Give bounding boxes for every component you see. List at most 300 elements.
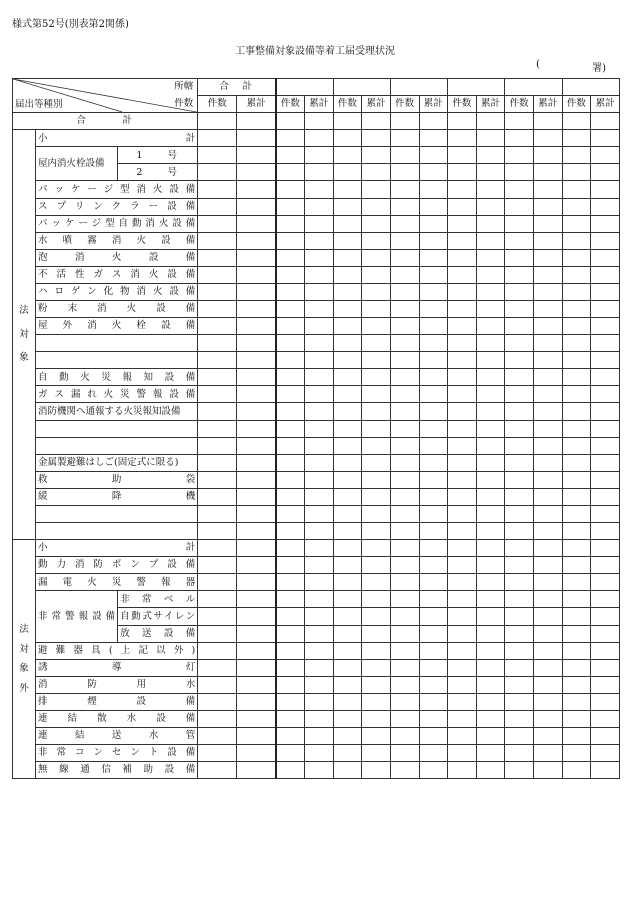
- legal-subtotal-g1-count-cell[interactable]: [276, 130, 305, 147]
- legal-blank-3-g6-cumulative-cell[interactable]: [591, 420, 620, 437]
- legal-row-5-g3-cumulative-cell[interactable]: [419, 249, 448, 266]
- legal-alarm-row-3-g2-count-cell[interactable]: [333, 403, 362, 420]
- legal-blank-4-g4-count-cell[interactable]: [448, 437, 477, 454]
- nonlegal-row-b-4-g4-cumulative-cell[interactable]: [476, 693, 505, 710]
- legal-row-4-total-cumulative-cell[interactable]: [237, 232, 276, 249]
- legal-blank-2-total-cumulative-cell[interactable]: [237, 352, 276, 369]
- legal-row-5-g2-count-cell[interactable]: [333, 249, 362, 266]
- legal-row-9-g5-cumulative-cell[interactable]: [534, 318, 563, 335]
- legal-row-4-total-count-cell[interactable]: [198, 232, 237, 249]
- legal-blank-2-g3-cumulative-cell[interactable]: [419, 352, 448, 369]
- nonlegal-row-b-5-g1-cumulative-cell[interactable]: [305, 710, 334, 727]
- legal-escape-row-3-total-cumulative-cell[interactable]: [237, 488, 276, 505]
- nonlegal-row-b-2-total-cumulative-cell[interactable]: [237, 659, 276, 676]
- legal-row-2-g3-count-cell[interactable]: [390, 198, 419, 215]
- legal-escape-row-1-g3-cumulative-cell[interactable]: [419, 454, 448, 471]
- emergency-sub-2-g6-cumulative-cell[interactable]: [591, 608, 620, 625]
- nonlegal-row-b-1-total-cumulative-cell[interactable]: [237, 642, 276, 659]
- legal-escape-row-3-g4-cumulative-cell[interactable]: [476, 488, 505, 505]
- legal-row-5-total-count-cell[interactable]: [198, 249, 237, 266]
- legal-row-6-g5-cumulative-cell[interactable]: [534, 266, 563, 283]
- legal-blank-6-total-count-cell[interactable]: [198, 523, 237, 540]
- legal-blank-5-total-count-cell[interactable]: [198, 505, 237, 522]
- emergency-sub-3-g6-count-cell[interactable]: [562, 625, 591, 642]
- emergency-sub-1-g3-count-cell[interactable]: [390, 591, 419, 608]
- legal-alarm-row-2-g5-cumulative-cell[interactable]: [534, 386, 563, 403]
- legal-row-7-g2-count-cell[interactable]: [333, 283, 362, 300]
- legal-subtotal-total-count-cell[interactable]: [198, 130, 237, 147]
- hydrant1-g6-count-cell[interactable]: [562, 147, 591, 164]
- legal-row-3-g2-cumulative-cell[interactable]: [362, 215, 391, 232]
- legal-alarm-row-2-g2-cumulative-cell[interactable]: [362, 386, 391, 403]
- nonlegal-row-b-3-g3-count-cell[interactable]: [390, 676, 419, 693]
- legal-row-3-g4-cumulative-cell[interactable]: [476, 215, 505, 232]
- nonlegal-row-b-4-total-cumulative-cell[interactable]: [237, 693, 276, 710]
- legal-row-2-g3-cumulative-cell[interactable]: [419, 198, 448, 215]
- legal-row-3-g4-count-cell[interactable]: [448, 215, 477, 232]
- legal-subtotal-g6-cumulative-cell[interactable]: [591, 130, 620, 147]
- legal-row-4-g1-count-cell[interactable]: [276, 232, 305, 249]
- nonlegal-subtotal-g5-cumulative-cell[interactable]: [534, 540, 563, 557]
- legal-blank-3-g1-cumulative-cell[interactable]: [305, 420, 334, 437]
- legal-row-1-g1-cumulative-cell[interactable]: [305, 181, 334, 198]
- legal-row-8-g6-count-cell[interactable]: [562, 301, 591, 318]
- nonlegal-row-b-6-g1-count-cell[interactable]: [276, 727, 305, 744]
- nonlegal-row-a-1-total-cumulative-cell[interactable]: [237, 557, 276, 574]
- legal-row-1-g4-count-cell[interactable]: [448, 181, 477, 198]
- legal-escape-row-2-g4-cumulative-cell[interactable]: [476, 471, 505, 488]
- legal-blank-4-g2-cumulative-cell[interactable]: [362, 437, 391, 454]
- legal-blank-3-g3-count-cell[interactable]: [390, 420, 419, 437]
- nonlegal-row-b-5-g6-count-cell[interactable]: [562, 710, 591, 727]
- nonlegal-row-b-3-g6-cumulative-cell[interactable]: [591, 676, 620, 693]
- legal-row-1-g3-cumulative-cell[interactable]: [419, 181, 448, 198]
- legal-alarm-row-1-g4-count-cell[interactable]: [448, 369, 477, 386]
- legal-blank-5-g1-cumulative-cell[interactable]: [305, 505, 334, 522]
- legal-row-3-g2-count-cell[interactable]: [333, 215, 362, 232]
- legal-blank-1-g2-cumulative-cell[interactable]: [362, 335, 391, 352]
- nonlegal-row-b-5-g3-cumulative-cell[interactable]: [419, 710, 448, 727]
- legal-subtotal-g3-cumulative-cell[interactable]: [419, 130, 448, 147]
- legal-alarm-row-3-g6-cumulative-cell[interactable]: [591, 403, 620, 420]
- nonlegal-row-b-2-g5-cumulative-cell[interactable]: [534, 659, 563, 676]
- nonlegal-row-b-3-g2-count-cell[interactable]: [333, 676, 362, 693]
- nonlegal-row-b-4-total-count-cell[interactable]: [198, 693, 237, 710]
- nonlegal-row-b-5-g2-cumulative-cell[interactable]: [362, 710, 391, 727]
- nonlegal-row-b-3-g1-count-cell[interactable]: [276, 676, 305, 693]
- legal-row-6-g1-count-cell[interactable]: [276, 266, 305, 283]
- legal-escape-row-2-g3-count-cell[interactable]: [390, 471, 419, 488]
- legal-row-6-g6-count-cell[interactable]: [562, 266, 591, 283]
- nonlegal-row-a-2-g5-cumulative-cell[interactable]: [534, 574, 563, 591]
- legal-row-4-g2-count-cell[interactable]: [333, 232, 362, 249]
- nonlegal-row-b-3-g5-count-cell[interactable]: [505, 676, 534, 693]
- nonlegal-row-b-2-g1-count-cell[interactable]: [276, 659, 305, 676]
- legal-alarm-row-1-g6-count-cell[interactable]: [562, 369, 591, 386]
- legal-blank-4-g1-count-cell[interactable]: [276, 437, 305, 454]
- nonlegal-row-a-1-g1-count-cell[interactable]: [276, 557, 305, 574]
- legal-row-1-g5-count-cell[interactable]: [505, 181, 534, 198]
- legal-blank-2-g6-cumulative-cell[interactable]: [591, 352, 620, 369]
- legal-row-2-g1-cumulative-cell[interactable]: [305, 198, 334, 215]
- nonlegal-subtotal-total-cumulative-cell[interactable]: [237, 540, 276, 557]
- nonlegal-row-b-4-g3-cumulative-cell[interactable]: [419, 693, 448, 710]
- legal-escape-row-1-g2-count-cell[interactable]: [333, 454, 362, 471]
- nonlegal-subtotal-g3-count-cell[interactable]: [390, 540, 419, 557]
- nonlegal-row-b-3-total-count-cell[interactable]: [198, 676, 237, 693]
- nonlegal-row-a-1-g4-cumulative-cell[interactable]: [476, 557, 505, 574]
- legal-row-3-g6-count-cell[interactable]: [562, 215, 591, 232]
- station-group-header-6[interactable]: [562, 79, 619, 96]
- legal-blank-3-g4-cumulative-cell[interactable]: [476, 420, 505, 437]
- hydrant2-g4-cumulative-cell[interactable]: [476, 164, 505, 181]
- legal-row-4-g3-count-cell[interactable]: [390, 232, 419, 249]
- legal-row-8-total-cumulative-cell[interactable]: [237, 301, 276, 318]
- nonlegal-row-a-2-g4-count-cell[interactable]: [448, 574, 477, 591]
- legal-blank-5-label[interactable]: [36, 505, 198, 522]
- legal-blank-4-total-cumulative-cell[interactable]: [237, 437, 276, 454]
- legal-blank-5-g1-count-cell[interactable]: [276, 505, 305, 522]
- legal-escape-row-2-total-count-cell[interactable]: [198, 471, 237, 488]
- nonlegal-row-a-1-g2-cumulative-cell[interactable]: [362, 557, 391, 574]
- emergency-sub-1-g2-count-cell[interactable]: [333, 591, 362, 608]
- legal-subtotal-g5-cumulative-cell[interactable]: [534, 130, 563, 147]
- emergency-sub-3-g5-count-cell[interactable]: [505, 625, 534, 642]
- legal-row-5-g5-cumulative-cell[interactable]: [534, 249, 563, 266]
- legal-escape-row-3-g5-count-cell[interactable]: [505, 488, 534, 505]
- grand-total-g1-count-cell[interactable]: [276, 113, 305, 130]
- legal-row-7-g1-cumulative-cell[interactable]: [305, 283, 334, 300]
- nonlegal-subtotal-g1-count-cell[interactable]: [276, 540, 305, 557]
- legal-row-4-g6-count-cell[interactable]: [562, 232, 591, 249]
- legal-row-5-g1-count-cell[interactable]: [276, 249, 305, 266]
- legal-alarm-row-2-g4-count-cell[interactable]: [448, 386, 477, 403]
- emergency-sub-3-g6-cumulative-cell[interactable]: [591, 625, 620, 642]
- legal-blank-6-g6-cumulative-cell[interactable]: [591, 523, 620, 540]
- legal-row-6-total-cumulative-cell[interactable]: [237, 266, 276, 283]
- nonlegal-row-b-5-g5-cumulative-cell[interactable]: [534, 710, 563, 727]
- hydrant1-g4-count-cell[interactable]: [448, 147, 477, 164]
- emergency-sub-1-total-count-cell[interactable]: [198, 591, 237, 608]
- station-group-header-3[interactable]: [390, 79, 447, 96]
- nonlegal-row-b-6-g3-count-cell[interactable]: [390, 727, 419, 744]
- legal-row-7-g3-cumulative-cell[interactable]: [419, 283, 448, 300]
- emergency-sub-1-g4-count-cell[interactable]: [448, 591, 477, 608]
- legal-escape-row-1-total-cumulative-cell[interactable]: [237, 454, 276, 471]
- hydrant1-g3-count-cell[interactable]: [390, 147, 419, 164]
- nonlegal-row-b-1-g6-cumulative-cell[interactable]: [591, 642, 620, 659]
- legal-blank-5-g4-cumulative-cell[interactable]: [476, 505, 505, 522]
- nonlegal-subtotal-total-count-cell[interactable]: [198, 540, 237, 557]
- nonlegal-row-b-1-g4-cumulative-cell[interactable]: [476, 642, 505, 659]
- nonlegal-row-b-6-g6-cumulative-cell[interactable]: [591, 727, 620, 744]
- nonlegal-row-b-5-g1-count-cell[interactable]: [276, 710, 305, 727]
- emergency-sub-2-g2-count-cell[interactable]: [333, 608, 362, 625]
- nonlegal-row-b-8-total-cumulative-cell[interactable]: [237, 762, 276, 779]
- emergency-sub-3-total-count-cell[interactable]: [198, 625, 237, 642]
- nonlegal-row-b-7-g5-count-cell[interactable]: [505, 745, 534, 762]
- legal-blank-5-g4-count-cell[interactable]: [448, 505, 477, 522]
- legal-escape-row-2-g6-cumulative-cell[interactable]: [591, 471, 620, 488]
- emergency-sub-1-g1-count-cell[interactable]: [276, 591, 305, 608]
- legal-blank-2-g1-cumulative-cell[interactable]: [305, 352, 334, 369]
- legal-alarm-row-3-g3-cumulative-cell[interactable]: [419, 403, 448, 420]
- legal-blank-6-g1-cumulative-cell[interactable]: [305, 523, 334, 540]
- legal-row-7-g6-count-cell[interactable]: [562, 283, 591, 300]
- legal-row-9-total-cumulative-cell[interactable]: [237, 318, 276, 335]
- legal-blank-2-g1-count-cell[interactable]: [276, 352, 305, 369]
- legal-blank-2-g2-count-cell[interactable]: [333, 352, 362, 369]
- legal-row-5-g5-count-cell[interactable]: [505, 249, 534, 266]
- legal-row-5-g3-count-cell[interactable]: [390, 249, 419, 266]
- nonlegal-row-b-7-total-count-cell[interactable]: [198, 745, 237, 762]
- grand-total-g6-cumulative-cell[interactable]: [591, 113, 620, 130]
- nonlegal-row-b-2-g2-count-cell[interactable]: [333, 659, 362, 676]
- legal-alarm-row-2-g6-count-cell[interactable]: [562, 386, 591, 403]
- hydrant2-total-count-cell[interactable]: [198, 164, 237, 181]
- legal-row-3-g6-cumulative-cell[interactable]: [591, 215, 620, 232]
- legal-escape-row-3-g4-count-cell[interactable]: [448, 488, 477, 505]
- legal-blank-6-g3-cumulative-cell[interactable]: [419, 523, 448, 540]
- legal-blank-1-g4-cumulative-cell[interactable]: [476, 335, 505, 352]
- legal-blank-5-g5-cumulative-cell[interactable]: [534, 505, 563, 522]
- hydrant1-total-count-cell[interactable]: [198, 147, 237, 164]
- legal-escape-row-2-g4-count-cell[interactable]: [448, 471, 477, 488]
- legal-blank-1-g6-cumulative-cell[interactable]: [591, 335, 620, 352]
- emergency-sub-2-g5-count-cell[interactable]: [505, 608, 534, 625]
- legal-blank-6-label[interactable]: [36, 523, 198, 540]
- nonlegal-row-b-2-total-count-cell[interactable]: [198, 659, 237, 676]
- legal-alarm-row-1-g6-cumulative-cell[interactable]: [591, 369, 620, 386]
- legal-row-9-g2-cumulative-cell[interactable]: [362, 318, 391, 335]
- nonlegal-row-b-5-g4-cumulative-cell[interactable]: [476, 710, 505, 727]
- legal-row-1-g4-cumulative-cell[interactable]: [476, 181, 505, 198]
- legal-blank-5-g6-count-cell[interactable]: [562, 505, 591, 522]
- hydrant1-g5-cumulative-cell[interactable]: [534, 147, 563, 164]
- legal-subtotal-g1-cumulative-cell[interactable]: [305, 130, 334, 147]
- legal-alarm-row-1-g1-count-cell[interactable]: [276, 369, 305, 386]
- legal-escape-row-2-g5-count-cell[interactable]: [505, 471, 534, 488]
- nonlegal-row-b-2-g5-count-cell[interactable]: [505, 659, 534, 676]
- legal-escape-row-3-g3-cumulative-cell[interactable]: [419, 488, 448, 505]
- nonlegal-row-b-8-g6-count-cell[interactable]: [562, 762, 591, 779]
- legal-row-9-g5-count-cell[interactable]: [505, 318, 534, 335]
- nonlegal-row-b-6-g5-cumulative-cell[interactable]: [534, 727, 563, 744]
- legal-row-7-g4-count-cell[interactable]: [448, 283, 477, 300]
- legal-blank-1-label[interactable]: [36, 335, 198, 352]
- emergency-sub-3-g4-cumulative-cell[interactable]: [476, 625, 505, 642]
- legal-blank-2-total-count-cell[interactable]: [198, 352, 237, 369]
- emergency-sub-3-g2-cumulative-cell[interactable]: [362, 625, 391, 642]
- nonlegal-row-b-1-g5-count-cell[interactable]: [505, 642, 534, 659]
- legal-alarm-row-2-g3-cumulative-cell[interactable]: [419, 386, 448, 403]
- nonlegal-subtotal-g6-cumulative-cell[interactable]: [591, 540, 620, 557]
- legal-row-1-g2-cumulative-cell[interactable]: [362, 181, 391, 198]
- emergency-sub-2-g2-cumulative-cell[interactable]: [362, 608, 391, 625]
- legal-row-3-total-count-cell[interactable]: [198, 215, 237, 232]
- nonlegal-row-b-2-g3-cumulative-cell[interactable]: [419, 659, 448, 676]
- legal-subtotal-g4-cumulative-cell[interactable]: [476, 130, 505, 147]
- station-group-header-1[interactable]: [276, 79, 333, 96]
- nonlegal-row-a-2-g3-cumulative-cell[interactable]: [419, 574, 448, 591]
- legal-row-8-g3-count-cell[interactable]: [390, 301, 419, 318]
- nonlegal-row-b-2-g2-cumulative-cell[interactable]: [362, 659, 391, 676]
- legal-blank-5-g5-count-cell[interactable]: [505, 505, 534, 522]
- hydrant2-g2-count-cell[interactable]: [333, 164, 362, 181]
- nonlegal-subtotal-g4-count-cell[interactable]: [448, 540, 477, 557]
- hydrant2-g3-cumulative-cell[interactable]: [419, 164, 448, 181]
- legal-subtotal-g2-cumulative-cell[interactable]: [362, 130, 391, 147]
- legal-alarm-row-3-g4-count-cell[interactable]: [448, 403, 477, 420]
- legal-subtotal-g4-count-cell[interactable]: [448, 130, 477, 147]
- legal-row-2-g1-count-cell[interactable]: [276, 198, 305, 215]
- legal-blank-3-g4-count-cell[interactable]: [448, 420, 477, 437]
- legal-row-9-g1-cumulative-cell[interactable]: [305, 318, 334, 335]
- nonlegal-row-a-2-g1-cumulative-cell[interactable]: [305, 574, 334, 591]
- nonlegal-row-a-1-total-count-cell[interactable]: [198, 557, 237, 574]
- legal-escape-row-3-total-count-cell[interactable]: [198, 488, 237, 505]
- legal-row-5-g1-cumulative-cell[interactable]: [305, 249, 334, 266]
- nonlegal-row-a-1-g6-cumulative-cell[interactable]: [591, 557, 620, 574]
- nonlegal-row-b-6-g2-count-cell[interactable]: [333, 727, 362, 744]
- legal-escape-row-1-g4-count-cell[interactable]: [448, 454, 477, 471]
- grand-total-g2-cumulative-cell[interactable]: [362, 113, 391, 130]
- legal-alarm-row-3-g3-count-cell[interactable]: [390, 403, 419, 420]
- legal-row-7-g2-cumulative-cell[interactable]: [362, 283, 391, 300]
- legal-blank-6-g2-count-cell[interactable]: [333, 523, 362, 540]
- nonlegal-row-b-2-g1-cumulative-cell[interactable]: [305, 659, 334, 676]
- hydrant2-g1-count-cell[interactable]: [276, 164, 305, 181]
- nonlegal-row-b-7-g3-cumulative-cell[interactable]: [419, 745, 448, 762]
- nonlegal-row-b-4-g2-count-cell[interactable]: [333, 693, 362, 710]
- nonlegal-row-b-4-g1-count-cell[interactable]: [276, 693, 305, 710]
- legal-row-6-g4-count-cell[interactable]: [448, 266, 477, 283]
- legal-blank-1-g5-cumulative-cell[interactable]: [534, 335, 563, 352]
- nonlegal-row-b-7-g6-cumulative-cell[interactable]: [591, 745, 620, 762]
- legal-row-7-g4-cumulative-cell[interactable]: [476, 283, 505, 300]
- nonlegal-row-b-6-g4-count-cell[interactable]: [448, 727, 477, 744]
- legal-blank-4-g3-cumulative-cell[interactable]: [419, 437, 448, 454]
- legal-blank-1-g3-count-cell[interactable]: [390, 335, 419, 352]
- nonlegal-subtotal-g6-count-cell[interactable]: [562, 540, 591, 557]
- grand-total-g4-cumulative-cell[interactable]: [476, 113, 505, 130]
- nonlegal-row-b-4-g6-count-cell[interactable]: [562, 693, 591, 710]
- legal-row-3-g1-cumulative-cell[interactable]: [305, 215, 334, 232]
- legal-blank-2-g4-count-cell[interactable]: [448, 352, 477, 369]
- legal-row-8-g2-count-cell[interactable]: [333, 301, 362, 318]
- legal-alarm-row-2-g3-count-cell[interactable]: [390, 386, 419, 403]
- legal-row-1-total-count-cell[interactable]: [198, 181, 237, 198]
- legal-row-2-g5-count-cell[interactable]: [505, 198, 534, 215]
- emergency-sub-1-g6-count-cell[interactable]: [562, 591, 591, 608]
- nonlegal-row-a-2-g5-count-cell[interactable]: [505, 574, 534, 591]
- legal-row-2-g2-count-cell[interactable]: [333, 198, 362, 215]
- legal-blank-1-total-cumulative-cell[interactable]: [237, 335, 276, 352]
- legal-row-8-g6-cumulative-cell[interactable]: [591, 301, 620, 318]
- legal-row-2-total-cumulative-cell[interactable]: [237, 198, 276, 215]
- legal-alarm-row-1-total-count-cell[interactable]: [198, 369, 237, 386]
- emergency-sub-1-total-cumulative-cell[interactable]: [237, 591, 276, 608]
- nonlegal-subtotal-g1-cumulative-cell[interactable]: [305, 540, 334, 557]
- legal-blank-4-label[interactable]: [36, 437, 198, 454]
- legal-subtotal-g2-count-cell[interactable]: [333, 130, 362, 147]
- nonlegal-row-b-1-g3-cumulative-cell[interactable]: [419, 642, 448, 659]
- hydrant1-g3-cumulative-cell[interactable]: [419, 147, 448, 164]
- legal-row-6-g2-cumulative-cell[interactable]: [362, 266, 391, 283]
- legal-escape-row-2-g5-cumulative-cell[interactable]: [534, 471, 563, 488]
- legal-blank-6-total-cumulative-cell[interactable]: [237, 523, 276, 540]
- hydrant2-g5-count-cell[interactable]: [505, 164, 534, 181]
- legal-escape-row-1-g2-cumulative-cell[interactable]: [362, 454, 391, 471]
- legal-blank-5-g2-count-cell[interactable]: [333, 505, 362, 522]
- legal-alarm-row-2-g2-count-cell[interactable]: [333, 386, 362, 403]
- nonlegal-row-b-1-g1-count-cell[interactable]: [276, 642, 305, 659]
- nonlegal-row-b-5-g5-count-cell[interactable]: [505, 710, 534, 727]
- nonlegal-row-b-6-total-cumulative-cell[interactable]: [237, 727, 276, 744]
- nonlegal-row-a-2-g6-count-cell[interactable]: [562, 574, 591, 591]
- legal-blank-2-g5-cumulative-cell[interactable]: [534, 352, 563, 369]
- legal-row-5-g2-cumulative-cell[interactable]: [362, 249, 391, 266]
- legal-row-8-g4-cumulative-cell[interactable]: [476, 301, 505, 318]
- legal-blank-4-g4-cumulative-cell[interactable]: [476, 437, 505, 454]
- nonlegal-row-b-8-total-count-cell[interactable]: [198, 762, 237, 779]
- legal-row-4-g4-cumulative-cell[interactable]: [476, 232, 505, 249]
- legal-blank-3-g5-cumulative-cell[interactable]: [534, 420, 563, 437]
- nonlegal-row-b-7-g3-count-cell[interactable]: [390, 745, 419, 762]
- legal-row-6-g2-count-cell[interactable]: [333, 266, 362, 283]
- legal-blank-6-g1-count-cell[interactable]: [276, 523, 305, 540]
- emergency-sub-2-g3-cumulative-cell[interactable]: [419, 608, 448, 625]
- nonlegal-row-b-2-g3-count-cell[interactable]: [390, 659, 419, 676]
- legal-row-3-g3-cumulative-cell[interactable]: [419, 215, 448, 232]
- nonlegal-row-b-2-g4-cumulative-cell[interactable]: [476, 659, 505, 676]
- legal-row-3-total-cumulative-cell[interactable]: [237, 215, 276, 232]
- nonlegal-row-b-8-g4-cumulative-cell[interactable]: [476, 762, 505, 779]
- legal-blank-3-g6-count-cell[interactable]: [562, 420, 591, 437]
- nonlegal-row-b-8-g3-cumulative-cell[interactable]: [419, 762, 448, 779]
- legal-row-7-g5-count-cell[interactable]: [505, 283, 534, 300]
- legal-blank-2-g5-count-cell[interactable]: [505, 352, 534, 369]
- legal-alarm-row-1-g2-count-cell[interactable]: [333, 369, 362, 386]
- nonlegal-row-b-1-g2-cumulative-cell[interactable]: [362, 642, 391, 659]
- emergency-sub-1-g5-count-cell[interactable]: [505, 591, 534, 608]
- hydrant2-g1-cumulative-cell[interactable]: [305, 164, 334, 181]
- hydrant1-g5-count-cell[interactable]: [505, 147, 534, 164]
- emergency-sub-2-g4-count-cell[interactable]: [448, 608, 477, 625]
- station-group-header-2[interactable]: [333, 79, 390, 96]
- legal-row-3-g5-cumulative-cell[interactable]: [534, 215, 563, 232]
- legal-row-6-total-count-cell[interactable]: [198, 266, 237, 283]
- legal-blank-3-label[interactable]: [36, 420, 198, 437]
- nonlegal-row-b-1-g6-count-cell[interactable]: [562, 642, 591, 659]
- emergency-sub-3-g1-count-cell[interactable]: [276, 625, 305, 642]
- emergency-sub-3-g3-count-cell[interactable]: [390, 625, 419, 642]
- nonlegal-row-b-7-g5-cumulative-cell[interactable]: [534, 745, 563, 762]
- legal-row-9-g6-count-cell[interactable]: [562, 318, 591, 335]
- legal-blank-3-total-cumulative-cell[interactable]: [237, 420, 276, 437]
- nonlegal-row-a-1-g3-cumulative-cell[interactable]: [419, 557, 448, 574]
- nonlegal-row-b-6-g4-cumulative-cell[interactable]: [476, 727, 505, 744]
- legal-blank-4-g6-count-cell[interactable]: [562, 437, 591, 454]
- legal-row-2-g6-count-cell[interactable]: [562, 198, 591, 215]
- nonlegal-subtotal-g4-cumulative-cell[interactable]: [476, 540, 505, 557]
- nonlegal-row-b-2-g6-count-cell[interactable]: [562, 659, 591, 676]
- nonlegal-row-b-7-g4-cumulative-cell[interactable]: [476, 745, 505, 762]
- nonlegal-row-b-2-g4-count-cell[interactable]: [448, 659, 477, 676]
- station-group-header-5[interactable]: [505, 79, 562, 96]
- nonlegal-row-b-8-g1-cumulative-cell[interactable]: [305, 762, 334, 779]
- legal-subtotal-g3-count-cell[interactable]: [390, 130, 419, 147]
